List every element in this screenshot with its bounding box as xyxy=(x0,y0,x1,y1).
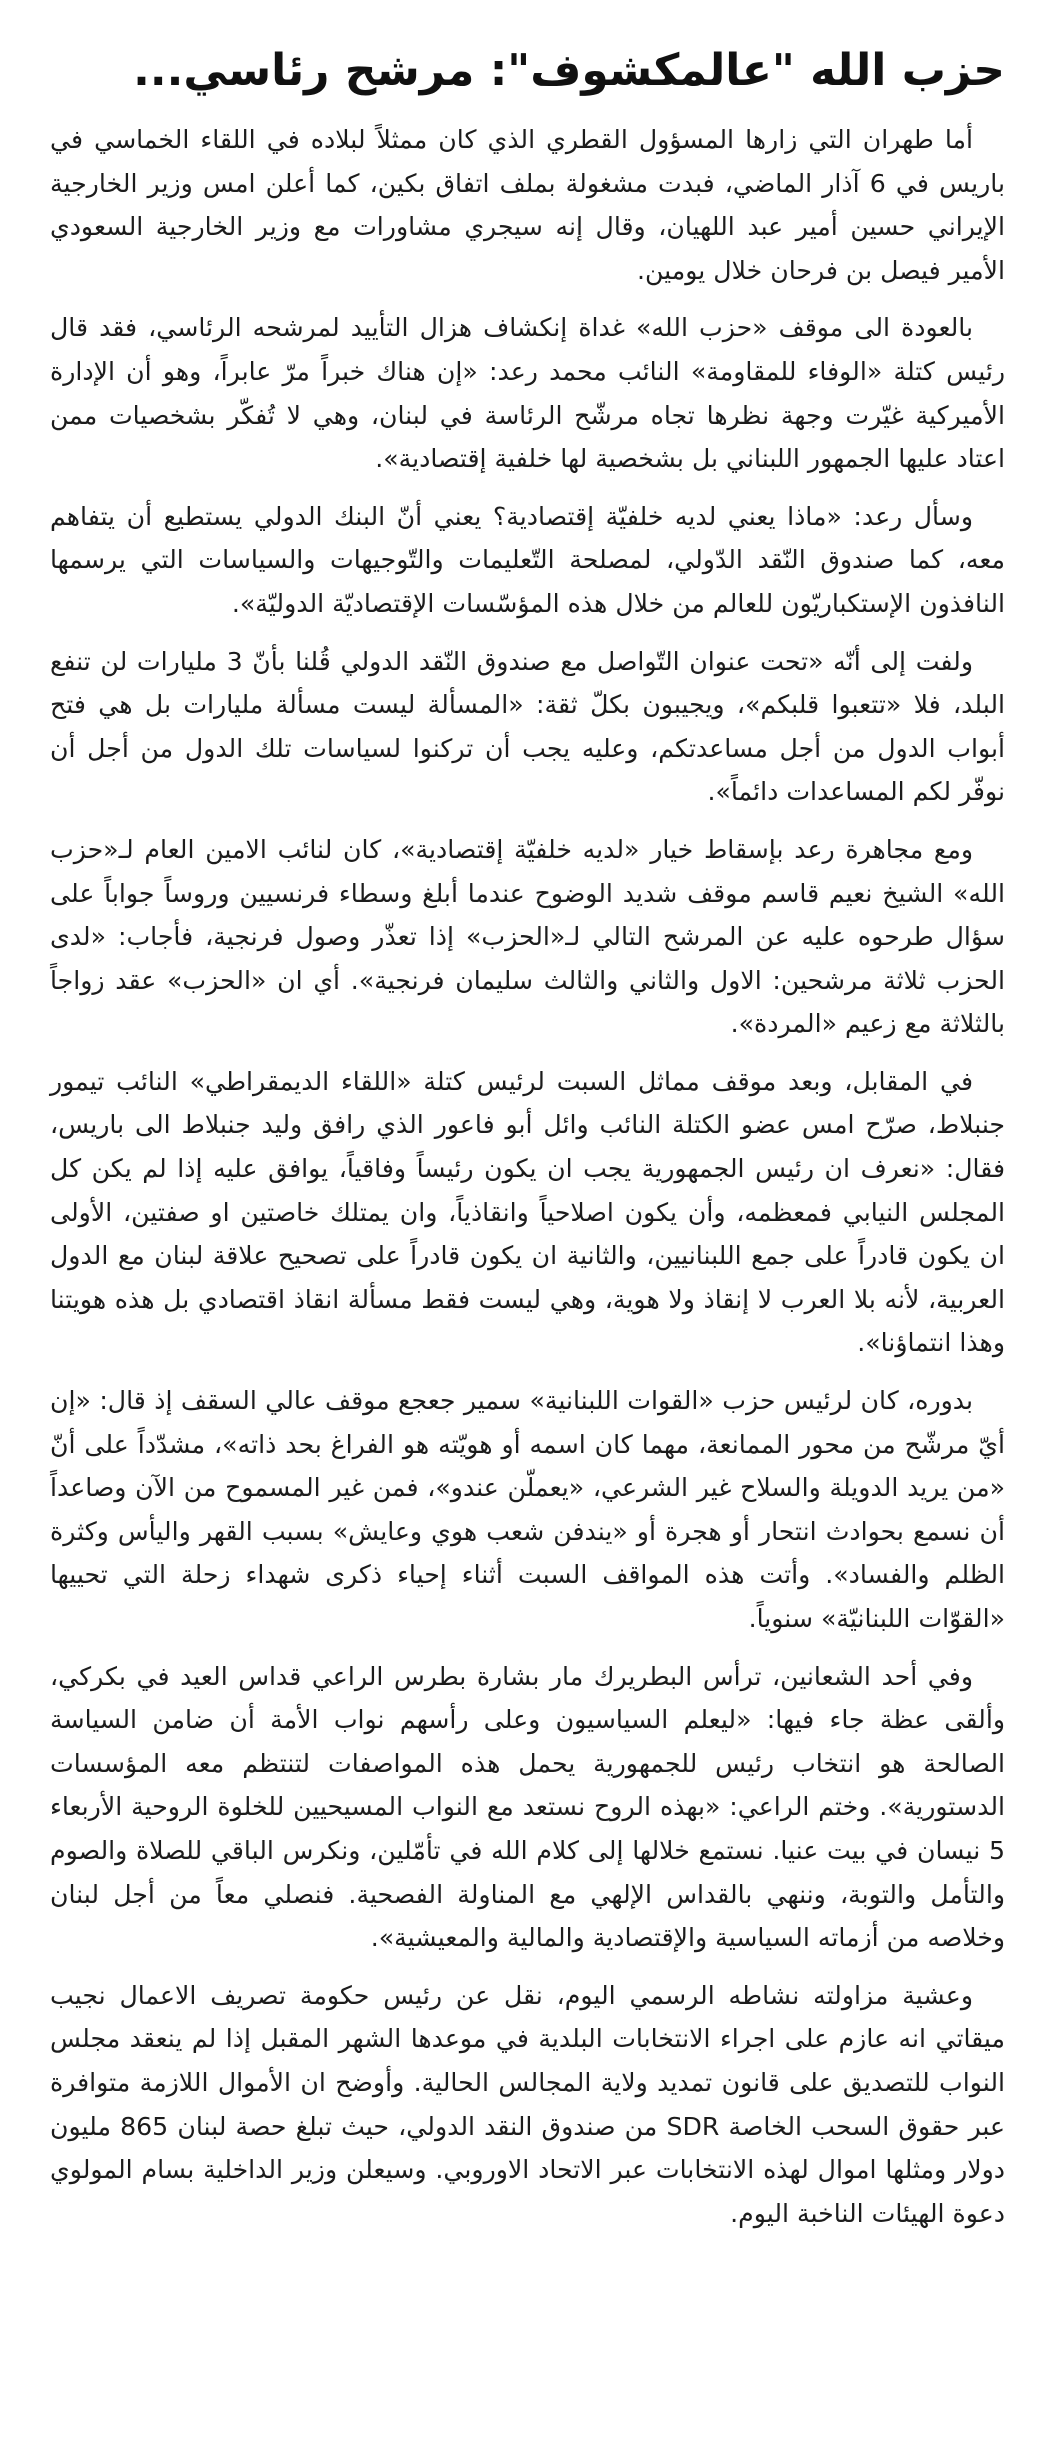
article-paragraph-4: ولفت إلى أنّه «تحت عنوان التّواصل مع صندوق النّقد الدولي قُلنا بأنّ 3 مليارات لن تنفع البلد، فلا «تتعبوا قلبكم»، ويجيبون بكلّ ثقة: «المسألة ليست مسألة مليارات بل هي فتح أبواب الدول من أجل مساعدتكم، وعليه يجب أن تركنوا لسياسات تلك الدول من أجل أن نوفّر لكم المساعدات دائماً». xyxy=(50,646,1005,807)
article-body xyxy=(50,118,1005,2235)
article-paragraph-7: بدوره، كان لرئيس حزب «القوات اللبنانية» سمير جعجع موقف عالي السقف إذ قال: «إن أيّ مرشّح من محور الممانعة، مهما كان اسمه أو هويّته هو الفراغ بحد ذاته»، مشدّداً على أنّ «من يريد الدويلة والسلاح غير الشرعي، «يعملّن عندو»، فمن غير المسموح من الآن وصاعداً أن نسمع بحوادث انتحار أو هجرة أو «يندفن شعب هوي وعايش» بسبب القهر واليأس وكثرة الظلم والفساد». وأتت هذه المواقف السبت أثناء إحياء ذكرى شهداء زحلة التي تحييها «القوّات اللبنانيّة» سنوياً. xyxy=(50,1386,1005,1633)
article-headline: حزب الله "عالمكشوف": مرشح رئاسي... xyxy=(133,45,1005,96)
article-paragraph-2: بالعودة الى موقف «حزب الله» غداة إنكشاف هزال التأييد لمرشحه الرئاسي، فقد قال رئيس كتلة «الوفاء للمقاومة» النائب محمد رعد: «إن هناك خبراً مرّ عابراً، وهو أن الإدارة الأميركية غيّرت وجهة نظرها تجاه مرشّح الرئاسة في لبنان، وهي لا تُفكّر بشخصيات ممن اعتاد عليها الجمهور اللبناني بل بشخصية لها خلفية إقتصادية». xyxy=(50,313,1005,474)
article-paragraph-8: وفي أحد الشعانين، ترأس البطريرك مار بشارة بطرس الراعي قداس العيد في بكركي، وألقى عظة جاء فيها: «ليعلم السياسيون وعلى رأسهم نواب الأمة أن ضامن السياسة الصالحة هو انتخاب رئيس للجمهورية يحمل هذه المواصفات لتنتظم معه المؤسسات الدستورية». وختم الراعي: «بهذه الروح نستعد مع النواب المسيحيين للخلوة الروحية الأربعاء 5 نيسان في بيت عنيا. نستمع خلالها إلى كلام الله في تأمّلين، ونكرس الباقي للصلاة والصوم والتأمل والتوبة، وننهي بالقداس الإلهي مع المناولة الفصحية. فنصلي معاً من أجل لبنان وخلاصه من أزماته السياسية والإقتصادية والمالية والمعيشية». xyxy=(50,1661,1005,1953)
article-paragraph-1: أما طهران التي زارها المسؤول القطري الذي كان ممثلاً لبلاده في اللقاء الخماسي في باريس في 6 آذار الماضي، فبدت مشغولة بملف اتفاق بكين، كما أعلن امس وزير الخارجية الإيراني حسين أمير عبد اللهيان، وقال إنه سيجري مشاورات مع وزير الخارجية السعودي الأمير فيصل بن فرحان خلال يومين. xyxy=(50,125,1005,285)
article-paragraph-6: في المقابل، وبعد موقف مماثل السبت لرئيس كتلة «اللقاء الديمقراطي» النائب تيمور جنبلاط، صرّح امس عضو الكتلة النائب وائل أبو فاعور الذي رافق وليد جنبلاط الى باريس، فقال: «نعرف ان رئيس الجمهورية يجب ان يكون رئيساً وفاقياً، يوافق عليه إذا لم يكن كل المجلس النيابي فمعظمه، وأن يكون اصلاحياً وانقاذياً، وان يمتلك خاصتين او صفتين، الأولى ان يكون قادراً على جمع اللبنانيين، والثانية ان يكون قادراً على تصحيح علاقة لبنان مع الدول العربية، لأنه بلا العرب لا إنقاذ ولا هوية، وهي ليست فقط مسألة انقاذ اقتصادي بل هذه هويتنا وهذا انتماؤنا». xyxy=(50,1066,1005,1358)
article-paragraph-5: ومع مجاهرة رعد بإسقاط خيار «لديه خلفيّة إقتصادية»، كان لنائب الامين العام لـ«حزب الله» الشيخ نعيم قاسم موقف شديد الوضوح عندما أبلغ وسطاء فرنسيين وروساً جواباً على سؤال طرحوه عليه عن المرشح التالي لـ«الحزب» إذا تعذّر وصول فرنجية، فأجاب: «لدى الحزب ثلاثة مرشحين: الاول والثاني والثالث سليمان فرنجية». أي ان «الحزب» عقد زواجاً بالثلاثة مع زعيم «المردة». xyxy=(50,834,1005,1039)
article-paragraph-3: وسأل رعد: «ماذا يعني لديه خلفيّة إقتصادية؟ يعني أنّ البنك الدولي يستطيع أن يتفاهم معه، كما صندوق النّقد الدّولي، لمصلحة التّعليمات والتّوجيهات والسياسات التي يرسمها النافذون الإستكباريّون للعالم من خلال هذه المؤسّسات الإقتصاديّة الدوليّة». xyxy=(50,501,1005,618)
article-paragraph-9: وعشية مزاولته نشاطه الرسمي اليوم، نقل عن رئيس حكومة تصريف الاعمال نجيب ميقاتي انه عازم على اجراء الانتخابات البلدية في موعدها الشهر المقبل إذا لم ينعقد مجلس النواب للتصديق على قانون تمديد ولاية المجالس الحالية. وأوضح ان الأموال اللازمة متوافرة عبر حقوق السحب الخاصة SDR من صندوق النقد الدولي، حيث تبلغ حصة لبنان 865 مليون دولار ومثلها اموال لهذه الانتخابات عبر الاتحاد الاوروبي. وسيعلن وزير الداخلية بسام المولوي دعوة الهيئات الناخبة اليوم. xyxy=(50,1980,1005,2228)
